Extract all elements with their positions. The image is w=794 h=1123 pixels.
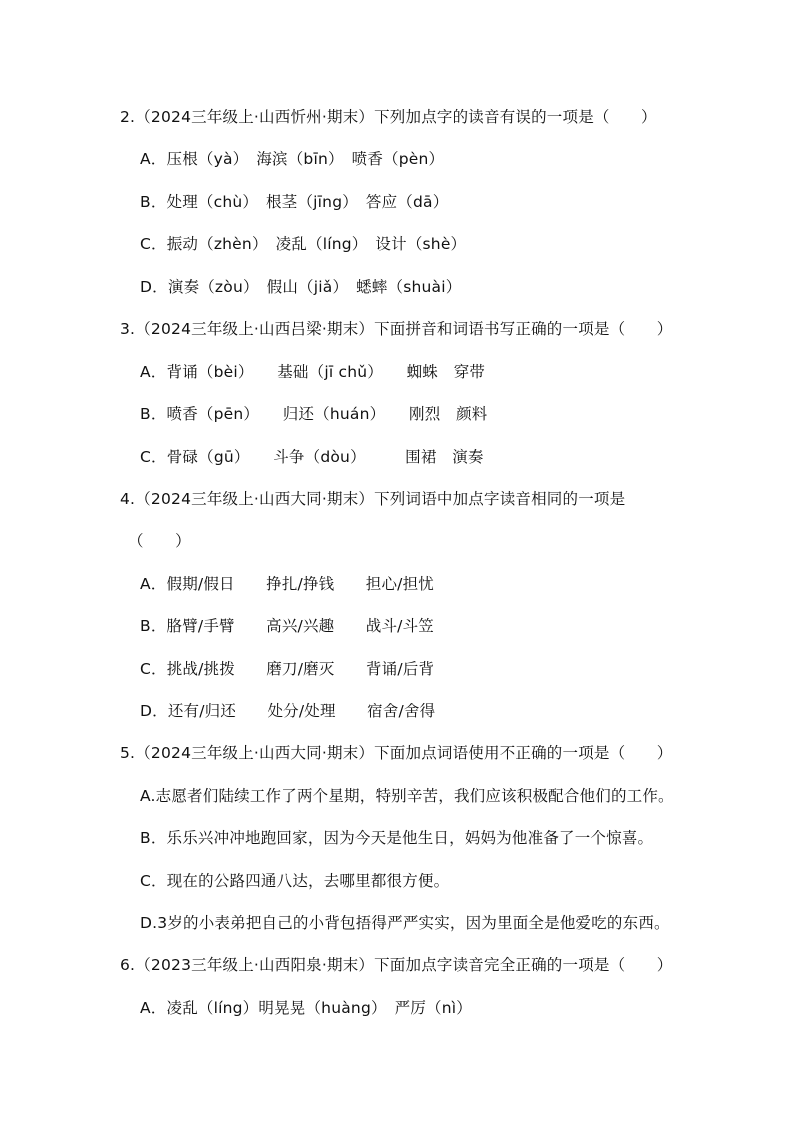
q5-option-c: C．现在的公路四通八达，去哪里都很方便。 [140, 872, 450, 890]
q4-option-d: D．还有/归还 处分/处理 宿舍/舍得 [140, 702, 436, 720]
q5-option-d: D.3岁的小表弟把自己的小背包捂得严严实实，因为里面全是他爱吃的东西。 [140, 914, 670, 932]
q5-option-a: A.志愿者们陆续工作了两个星期，特别辛苦，我们应该积极配合他们的工作。 [140, 787, 674, 805]
q2-stem: 2.（2024三年级上·山西忻州·期末）下列加点字的读音有误的一项是（ ） [120, 108, 657, 126]
q4-option-b: B．胳臂/手臂 高兴/兴趣 战斗/斗笠 [140, 617, 435, 635]
q6-stem: 6.（2023三年级上·山西阳泉·期末）下面加点字读音完全正确的一项是（ ） [120, 956, 673, 974]
q3-option-b: B．喷香（pēn） 归还（huán） 刚烈 颜料 [140, 405, 488, 423]
q5-option-b: B．乐乐兴冲冲地跑回家，因为今天是他生日，妈妈为他准备了一个惊喜。 [140, 829, 654, 847]
q4-option-c: C．挑战/挑拨 磨刀/磨灭 背诵/后背 [140, 660, 435, 678]
q3-option-c: C．骨碌（gū） 斗争（dòu） 围裙 演奏 [140, 448, 484, 466]
q4-stem: 4.（2024三年级上·山西大同·期末）下列词语中加点字读音相同的一项是 [120, 490, 626, 508]
q4-option-a: A．假期/假日 挣扎/挣钱 担心/担忧 [140, 575, 434, 593]
q2-option-d: D．演奏（zòu） 假山（jiǎ） 蟋蟀（shuài） [140, 278, 462, 296]
q4-answer-paren: （ ） [128, 532, 191, 550]
q6-option-a: A．凌乱（líng）明晃晃（huàng） 严厉（nì） [140, 999, 472, 1017]
q2-option-a: A．压根（yà） 海滨（bīn） 喷香（pèn） [140, 150, 445, 168]
q5-stem: 5.（2024三年级上·山西大同·期末）下面加点词语使用不正确的一项是（ ） [120, 744, 673, 762]
q3-stem: 3.（2024三年级上·山西吕梁·期末）下面拼音和词语书写正确的一项是（ ） [120, 320, 673, 338]
q3-option-a: A．背诵（bèi） 基础（jī chǔ） 蜘蛛 穿带 [140, 363, 486, 381]
q2-option-b: B．处理（chù） 根茎（jīng） 答应（dā） [140, 193, 449, 211]
q2-option-c: C．振动（zhèn） 凌乱（líng） 设计（shè） [140, 235, 467, 253]
